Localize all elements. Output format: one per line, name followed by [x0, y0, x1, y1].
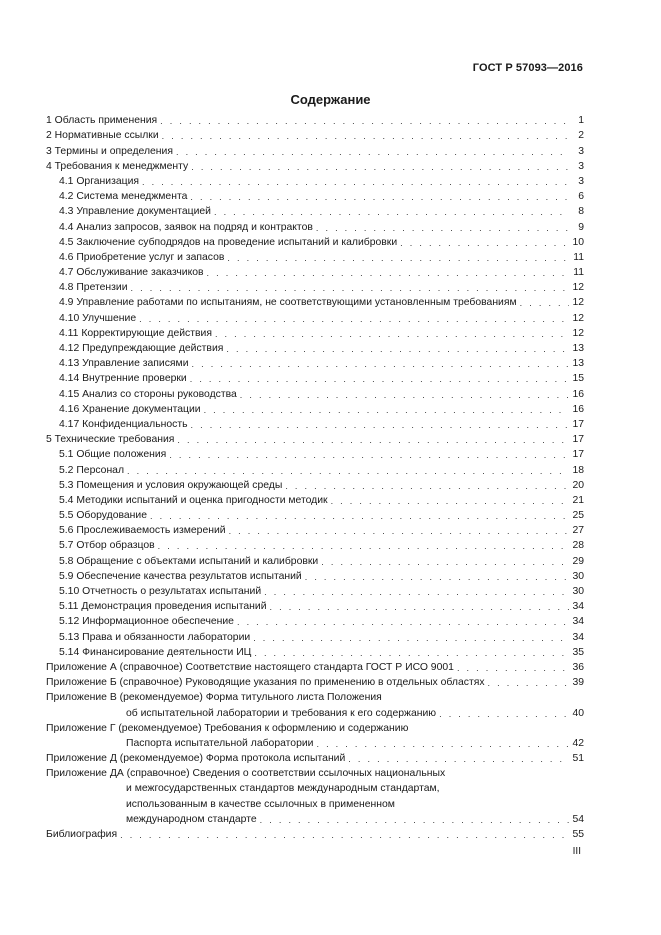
- toc-entry[interactable]: [46, 720, 584, 735]
- toc-entry-page: 29: [572, 555, 584, 567]
- toc-entry-text: и межгосударственных стандартов международным стандартам,: [126, 783, 440, 795]
- document-code: ГОСТ Р 57093—2016: [472, 62, 583, 74]
- toc-entry-page: 11: [573, 251, 584, 263]
- toc-entry[interactable]: [46, 795, 584, 810]
- toc-entry-text: 5.8 Обращение с объектами испытаний и калибровки: [59, 555, 319, 567]
- toc-leader-dots: [214, 206, 569, 218]
- toc-entry-text: 5 Технические требования: [46, 434, 175, 446]
- toc-leader-dots: [177, 434, 569, 446]
- toc-entry-text: Приложение ДА (справочное) Сведения о соответствии ссылочных национальных: [46, 768, 446, 780]
- toc-entry-text: Приложение А (справочное) Соответствие настоящего стандарта ГОСТ Р ИСО 9001: [46, 661, 454, 673]
- toc-entry[interactable]: [46, 826, 584, 841]
- toc-entry-page: 16: [572, 388, 584, 400]
- toc-entry[interactable]: [46, 340, 584, 355]
- toc-entry-text: Библиография: [46, 829, 118, 840]
- toc-entry-text: 4.2 Система менеджмента: [59, 191, 188, 203]
- toc-leader-dots: [229, 525, 569, 537]
- toc-entry-page: 8: [578, 206, 584, 218]
- toc-entry-page: 21: [572, 494, 584, 506]
- toc-entry-text: 4.17 Конфиденциальность: [59, 418, 188, 430]
- toc-entry[interactable]: [46, 112, 584, 127]
- toc-entry[interactable]: [46, 234, 584, 249]
- toc-leader-dots: [237, 616, 569, 628]
- toc-entry[interactable]: [46, 750, 584, 765]
- toc-leader-dots: [400, 237, 569, 249]
- toc-leader-dots: [254, 647, 569, 659]
- toc-leader-dots: [131, 282, 569, 294]
- toc-entry[interactable]: [46, 431, 584, 446]
- toc-entry-page: 51: [572, 753, 584, 765]
- toc-entry[interactable]: [46, 461, 584, 476]
- toc-entry-text: 4.15 Анализ со стороны руководства: [59, 388, 237, 400]
- toc-leader-dots: [160, 115, 569, 127]
- toc-entry[interactable]: [46, 264, 584, 279]
- toc-entry[interactable]: [46, 325, 584, 340]
- toc-entry-page: 40: [572, 707, 584, 719]
- toc-entry-text: 5.1 Общие положения: [59, 449, 167, 461]
- toc-entry-text: Приложение Д (рекомендуемое) Форма протокола испытаний: [46, 753, 346, 765]
- toc-leader-dots: [240, 389, 569, 401]
- toc-entry-page: 3: [578, 175, 584, 187]
- toc-leader-dots: [457, 662, 569, 674]
- toc-entry-page: 55: [572, 829, 584, 840]
- toc-entry[interactable]: [46, 811, 584, 826]
- toc-leader-dots: [227, 252, 569, 264]
- toc-leader-dots: [321, 556, 569, 568]
- toc-entry-text: 5.5 Оборудование: [59, 510, 148, 522]
- toc-entry[interactable]: [46, 689, 584, 704]
- toc-title: Содержание: [290, 92, 371, 107]
- toc-entry[interactable]: [46, 401, 584, 416]
- toc-entry[interactable]: [46, 765, 584, 780]
- toc-leader-dots: [226, 343, 569, 355]
- toc-entry[interactable]: [46, 477, 584, 492]
- toc-entry-text: 4.6 Приобретение услуг и запасов: [59, 251, 225, 263]
- toc-entry[interactable]: [46, 416, 584, 431]
- toc-leader-dots: [316, 222, 569, 234]
- toc-entry[interactable]: [46, 309, 584, 324]
- toc-entry[interactable]: [46, 628, 584, 643]
- toc-entry-page: 3: [578, 160, 584, 172]
- toc-entry-page: 54: [572, 813, 584, 825]
- toc-entry-text: 4.14 Внутренние проверки: [59, 373, 187, 385]
- toc-entry[interactable]: [46, 385, 584, 400]
- toc-entry-text: 5.13 Права и обязанности лаборатории: [59, 631, 251, 643]
- toc-entry-page: 17: [572, 418, 584, 430]
- toc-leader-dots: [264, 586, 569, 598]
- toc-entry-page: 30: [572, 586, 584, 597]
- toc-entry-page: 10: [572, 236, 584, 248]
- toc-entry-page: 13: [572, 343, 584, 354]
- toc-entry-page: 11: [573, 267, 584, 279]
- toc-entry[interactable]: [46, 674, 584, 689]
- toc-entry-page: 35: [572, 646, 584, 658]
- toc-entry-text: Приложение Б (справочное) Руководящие указания по применению в отдельных областях: [46, 677, 485, 689]
- toc-entry-page: 18: [572, 464, 584, 476]
- toc-leader-dots: [127, 465, 569, 477]
- toc-entry[interactable]: [46, 188, 584, 203]
- toc-entry-text: 4.3 Управление документацией: [59, 206, 211, 218]
- toc-entry-text: Паспорта испытательной лаборатории: [126, 737, 314, 749]
- toc-entry-text: 1 Область применения: [46, 115, 158, 127]
- toc-entry-text: 5.7 Отбор образцов: [59, 540, 155, 552]
- toc-entry[interactable]: [46, 355, 584, 370]
- toc-entry-page: 39: [572, 677, 584, 689]
- toc-entry-text: 4.5 Заключение субподрядов на проведение испытаний и калибровки: [59, 236, 398, 248]
- toc-leader-dots: [191, 419, 569, 431]
- toc-entry[interactable]: [46, 644, 584, 659]
- toc-leader-dots: [348, 753, 569, 765]
- toc-entry-text: 5.2 Персонал: [59, 464, 125, 476]
- toc-entry-page: 15: [572, 373, 584, 385]
- toc-entry[interactable]: [46, 735, 584, 750]
- toc-leader-dots: [316, 738, 569, 750]
- toc-entry-text: 4.1 Организация: [59, 175, 139, 187]
- toc-entry-text: использованным в качестве ссылочных в примененном: [126, 798, 395, 810]
- toc-entry-text: 4.13 Управление записями: [59, 358, 189, 370]
- toc-entry-text: 5.14 Финансирование деятельности ИЦ: [59, 646, 252, 658]
- toc-leader-dots: [270, 601, 570, 613]
- toc-entry-page: 3: [578, 145, 584, 157]
- toc-entry-text: 5.3 Помещения и условия окружающей среды: [59, 479, 283, 491]
- toc-entry-page: 17: [572, 434, 584, 446]
- toc-entry-page: 12: [572, 312, 584, 324]
- toc-entry[interactable]: [46, 173, 584, 188]
- toc-entry-page: 30: [572, 570, 584, 582]
- toc-leader-dots: [158, 540, 569, 552]
- toc-entry[interactable]: [46, 613, 584, 628]
- toc-entry-page: 1: [578, 115, 584, 127]
- toc-entry-text: 4 Требования к менеджменту: [46, 160, 189, 172]
- toc-entry[interactable]: [46, 294, 584, 309]
- toc-entry[interactable]: [46, 142, 584, 157]
- toc-entry[interactable]: [46, 568, 584, 583]
- toc-entry-text: 5.10 Отчетность о результатах испытаний: [59, 586, 262, 597]
- toc-entry[interactable]: [46, 537, 584, 552]
- toc-leader-dots: [207, 267, 569, 279]
- toc-entry-page: 34: [572, 616, 584, 628]
- toc-entry-text: 4.8 Претензии: [59, 282, 128, 294]
- toc-entry-text: международном стандарте: [126, 813, 257, 825]
- toc-entry-text: 4.10 Улучшение: [59, 312, 137, 324]
- toc-entry-text: 4.4 Анализ запросов, заявок на подряд и контрактов: [59, 221, 313, 233]
- toc-leader-dots: [192, 358, 569, 370]
- toc-entry[interactable]: [46, 598, 584, 613]
- toc-leader-dots: [142, 176, 569, 188]
- toc-leader-dots: [204, 404, 569, 416]
- toc-entry-text: Приложение Г (рекомендуемое) Требования к оформлению и содержанию: [46, 722, 409, 734]
- toc-leader-dots: [190, 191, 569, 203]
- toc-entry[interactable]: [46, 492, 584, 507]
- toc-entry-text: 3 Термины и определения: [46, 145, 173, 157]
- toc-entry-page: 2: [578, 130, 584, 142]
- toc-entry-page: 12: [572, 327, 584, 339]
- toc-entry-page: 42: [572, 737, 584, 749]
- toc-leader-dots: [162, 130, 569, 142]
- toc-leader-dots: [260, 814, 569, 826]
- toc-entry-page: 25: [572, 510, 584, 522]
- toc-entry-text: 5.6 Прослеживаемость измерений: [59, 525, 226, 537]
- toc-entry-text: 4.16 Хранение документации: [59, 403, 201, 415]
- toc-entry-text: 2 Нормативные ссылки: [46, 130, 159, 142]
- toc-leader-dots: [488, 677, 569, 689]
- toc-entry-text: 4.12 Предупреждающие действия: [59, 343, 224, 354]
- toc-entry-page: 16: [572, 403, 584, 415]
- toc-entry[interactable]: [46, 659, 584, 674]
- toc-entry[interactable]: [46, 218, 584, 233]
- toc-entry-text: 4.7 Обслуживание заказчиков: [59, 267, 204, 279]
- toc-entry-text: 5.11 Демонстрация проведения испытаний: [59, 601, 267, 613]
- toc-entry-text: 4.9 Управление работами по испытаниям, не соответствующими установленным требованиям: [59, 297, 517, 309]
- toc-entry-page: 12: [572, 297, 584, 309]
- toc-entry-text: об испытательной лаборатории и требования к его содержанию: [126, 707, 437, 719]
- toc-leader-dots: [439, 708, 569, 720]
- toc-leader-dots: [285, 480, 569, 492]
- page-number: III: [572, 846, 581, 857]
- toc-entry[interactable]: [46, 249, 584, 264]
- toc-entry-page: 34: [572, 631, 584, 643]
- toc-entry[interactable]: [46, 203, 584, 218]
- toc-entry-page: 9: [578, 221, 584, 233]
- toc-entry[interactable]: [46, 370, 584, 385]
- toc-leader-dots: [176, 146, 569, 158]
- toc-entry[interactable]: [46, 446, 584, 461]
- toc-entry-page: 28: [572, 540, 584, 552]
- toc-entry-page: 20: [572, 479, 584, 491]
- toc-entry-text: 4.11 Корректирующие действия: [59, 327, 212, 339]
- toc-entry[interactable]: [46, 127, 584, 142]
- toc-leader-dots: [520, 297, 569, 309]
- toc-leader-dots: [169, 449, 569, 461]
- toc-entry-page: 34: [572, 601, 584, 613]
- table-of-contents: [46, 112, 584, 841]
- toc-leader-dots: [253, 632, 569, 644]
- toc-leader-dots: [191, 161, 569, 173]
- toc-entry-page: 12: [572, 282, 584, 294]
- toc-entry[interactable]: [46, 158, 584, 173]
- toc-entry-page: 36: [572, 661, 584, 673]
- toc-entry[interactable]: [46, 780, 584, 795]
- toc-leader-dots: [215, 328, 569, 340]
- toc-leader-dots: [331, 495, 569, 507]
- toc-leader-dots: [150, 510, 569, 522]
- toc-entry[interactable]: [46, 704, 584, 719]
- toc-entry-page: 13: [572, 358, 584, 370]
- toc-leader-dots: [139, 313, 569, 325]
- toc-entry-text: Приложение В (рекомендуемое) Форма титульного листа Положения: [46, 692, 382, 704]
- toc-entry[interactable]: [46, 552, 584, 567]
- toc-entry-text: 5.9 Обеспечение качества результатов испытаний: [59, 570, 302, 582]
- toc-entry[interactable]: [46, 522, 584, 537]
- toc-entry[interactable]: [46, 279, 584, 294]
- toc-entry-page: 6: [578, 191, 584, 203]
- toc-entry[interactable]: [46, 507, 584, 522]
- toc-entry-page: 17: [572, 449, 584, 461]
- toc-entry[interactable]: [46, 583, 584, 598]
- toc-entry-text: 5.4 Методики испытаний и оценка пригодности методик: [59, 494, 328, 506]
- toc-leader-dots: [305, 571, 569, 583]
- toc-entry-page: 27: [572, 525, 584, 537]
- toc-leader-dots: [120, 829, 569, 841]
- toc-entry-text: 5.12 Информационное обеспечение: [59, 616, 234, 628]
- toc-leader-dots: [190, 373, 569, 385]
